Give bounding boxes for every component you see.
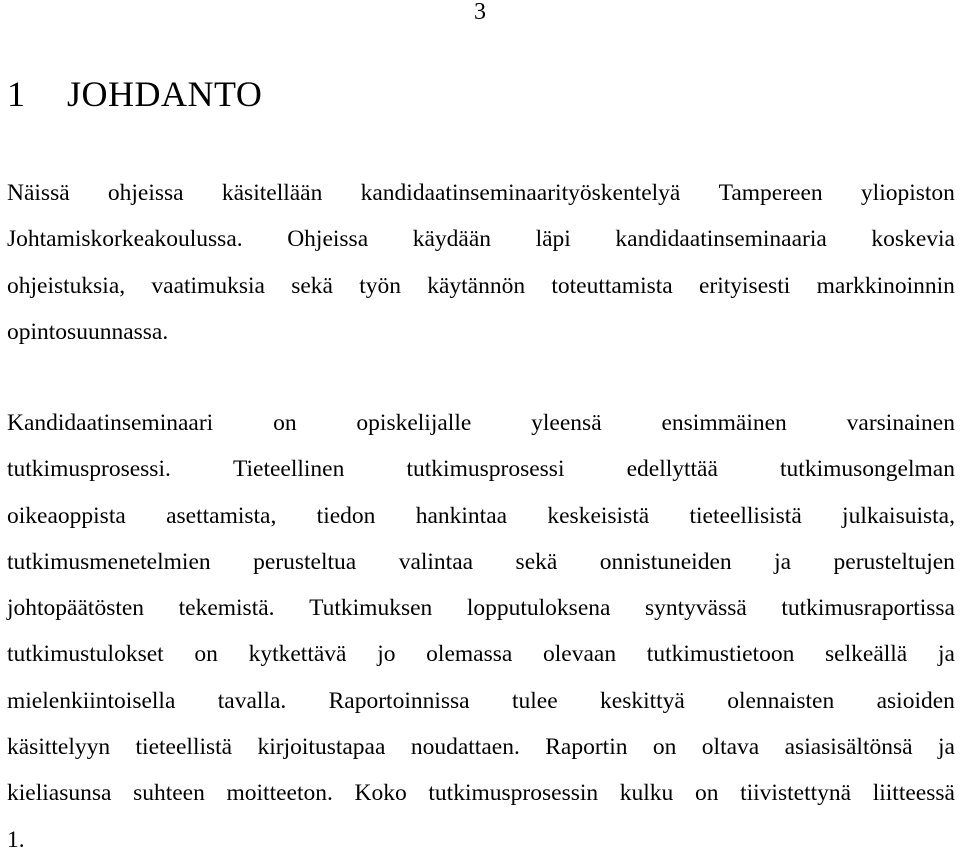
paragraph-line: mielenkiintoisella tavalla. Raportoinnissa tulee keskittyä olennaisten asioiden	[7, 687, 955, 714]
paragraph-line: kieliasunsa suhteen moitteeton. Koko tutkimusprosessin kulku on tiivistettynä liitteessä	[7, 780, 955, 807]
paragraph-line: 1.	[7, 826, 25, 853]
paragraph-line: Johtamiskorkeakoulussa. Ohjeissa käydään läpi kandidaatinseminaaria koskevia	[7, 226, 955, 253]
paragraph-line: Kandidaatinseminaari on opiskelijalle yleensä ensimmäinen varsinainen	[7, 410, 955, 436]
section-heading	[7, 72, 262, 116]
paragraph-line: Näissä ohjeissa käsitellään kandidaatinseminaarityöskentelyä Tampereen yliopiston	[7, 180, 955, 206]
paragraph-line: tutkimusmenetelmien perusteltua valintaa sekä onnistuneiden ja perusteltujen	[7, 548, 955, 575]
paragraph-research-process	[7, 400, 955, 863]
section-number: 1	[7, 74, 26, 114]
paragraph-intro	[7, 170, 955, 355]
section-title: JOHDANTO	[67, 74, 263, 114]
paragraph-line: opintosuunnassa.	[7, 318, 169, 345]
page-number: 3	[474, 0, 486, 25]
paragraph-line: tutkimustulokset on kytkettävä jo olemassa olevaan tutkimustietoon selkeällä ja	[7, 641, 955, 668]
paragraph-line: tutkimusprosessi. Tieteellinen tutkimusprosessi edellyttää tutkimusongelman	[7, 456, 955, 483]
paragraph-line: ohjeistuksia, vaatimuksia sekä työn käytännön toteuttamista erityisesti markkinoinnin	[7, 272, 955, 299]
paragraph-line: johtopäätösten tekemistä. Tutkimuksen lopputuloksena syntyvässä tutkimusraportissa	[7, 595, 955, 622]
paragraph-line: käsittelyyn tieteellistä kirjoitustapaa noudattaen. Raportin on oltava asiasisältönsä ja	[7, 734, 955, 761]
paragraph-line: oikeaoppista asettamista, tiedon hankintaa keskeisistä tieteellisistä julkaisuista,	[7, 502, 955, 529]
